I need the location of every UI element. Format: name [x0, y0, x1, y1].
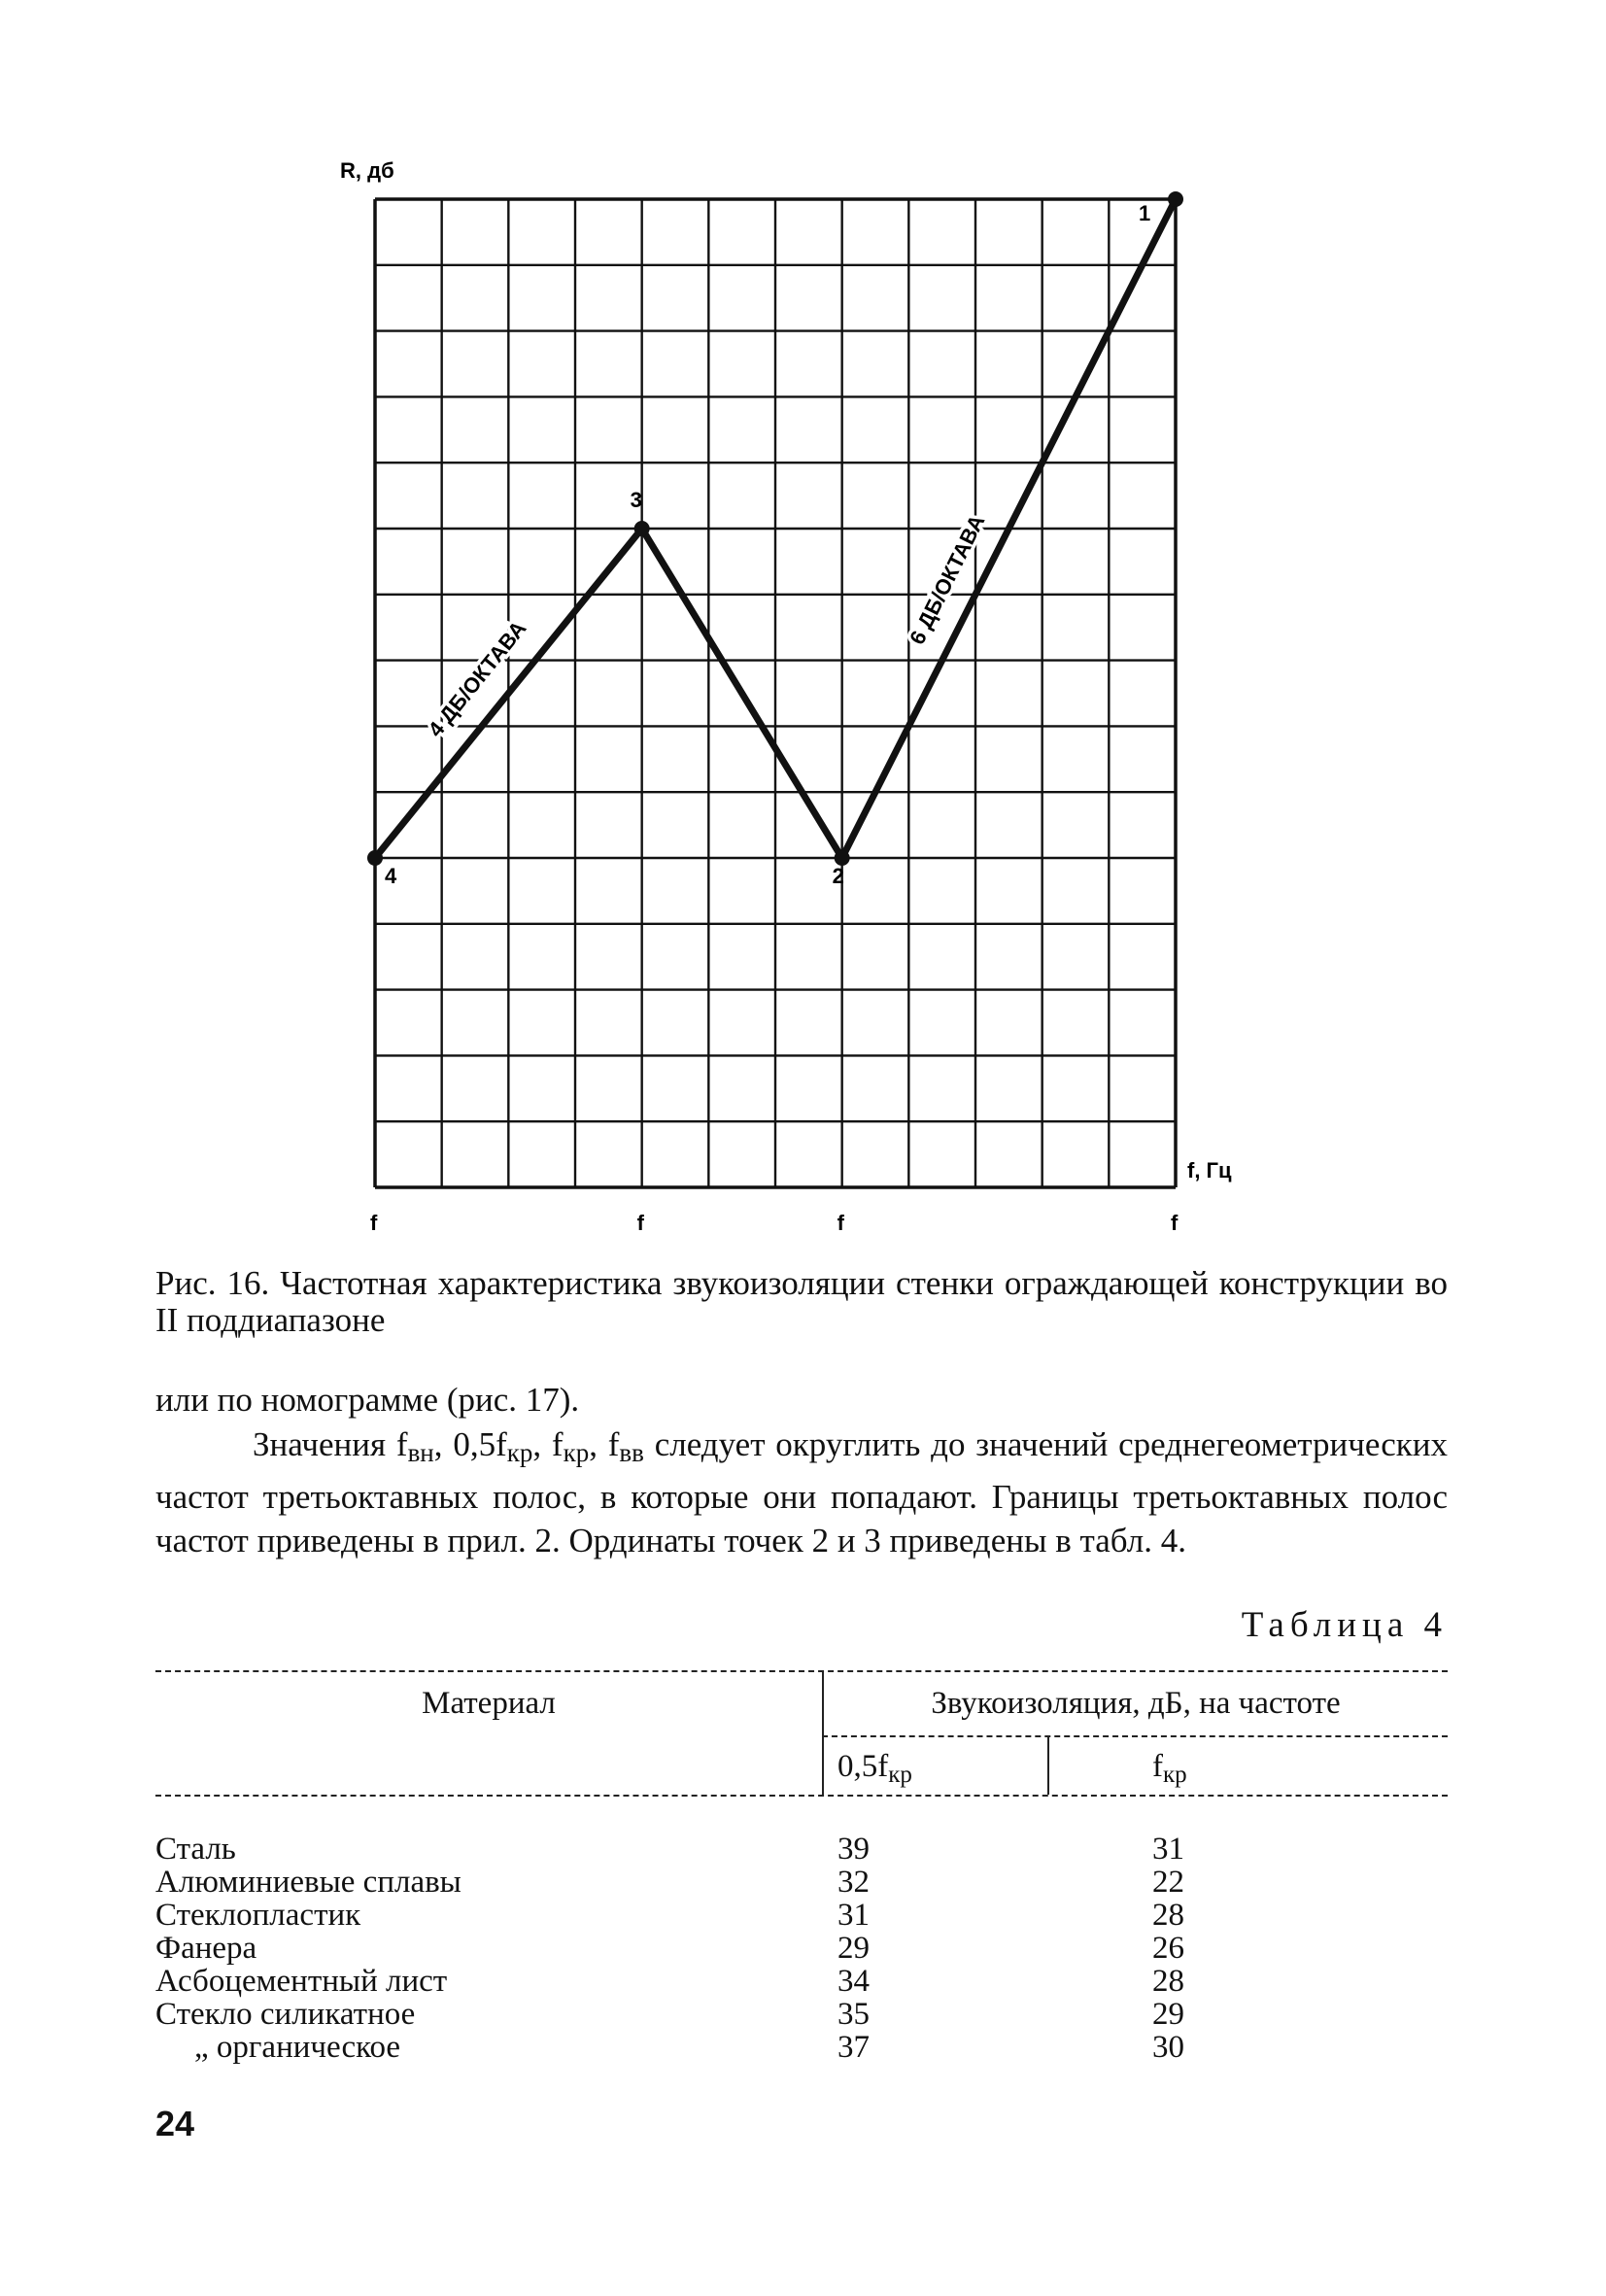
table-row-material: Фанера [155, 1931, 257, 1966]
table-cell-fkr: 26 [1152, 1931, 1184, 1966]
table-row-material: Стеклопластик [155, 1898, 361, 1933]
table-row-material: Асбоцементный лист [155, 1964, 448, 1999]
col-header-half-fkr: $0,5f_{кр}$ [837, 1749, 912, 1788]
slope-label-6db: 6 ДБ/ОКТАВА [905, 510, 990, 649]
page-number: 24 [155, 2104, 195, 2143]
slope-label-4db: 4 ДБ/ОКТАВА [423, 616, 531, 742]
table-rule-mid [822, 1735, 1448, 1737]
col-header-fkr: $f_{кр}$ [1152, 1749, 1187, 1788]
table-cell-fkr: 31 [1152, 1832, 1184, 1867]
table-vrule-2 [1047, 1737, 1049, 1795]
table-row-material: Стекло силикатное [155, 1997, 416, 2032]
data-point-1 [1168, 191, 1183, 207]
table-cell-fkr: 28 [1152, 1898, 1184, 1933]
table-cell-fkr: 30 [1152, 2030, 1184, 2065]
table-cell-half-fkr: 31 [837, 1898, 870, 1933]
data-point-label: 3 [630, 488, 642, 512]
table-cell-fkr: 28 [1152, 1964, 1184, 1999]
x-axis-label: f, Гц [1187, 1158, 1232, 1182]
paragraph-line: или по номограмме (рис. 17). [155, 1381, 580, 1419]
figure-caption: Рис. 16. Частотная характеристика звукоизоляции стенки ограждающей конструкции во II поддиапазоне [155, 1264, 1448, 1339]
table-cell-half-fkr: 32 [837, 1865, 870, 1900]
table-cell-half-fkr: 34 [837, 1964, 870, 1999]
table-row-material: Сталь [155, 1832, 236, 1867]
table-row-material: Алюминиевые сплавы [155, 1865, 461, 1900]
x-tick-label: f [1171, 1211, 1179, 1235]
table-rule-top [155, 1670, 1448, 1672]
data-point-4 [367, 850, 383, 866]
data-point-label: 4 [385, 864, 397, 888]
col-header-soundproofing: Звукоизоляция, дБ, на частоте [931, 1686, 1341, 1721]
col-header-material: Материал [422, 1686, 556, 1721]
table-row-material: „ органическое [194, 2030, 401, 2065]
table-cell-half-fkr: 35 [837, 1997, 870, 2032]
x-tick-label: f [370, 1211, 378, 1235]
table-cell-fkr: 22 [1152, 1865, 1184, 1900]
table-cell-fkr: 29 [1152, 1997, 1184, 2032]
chart-grid [375, 199, 1176, 1187]
x-tick-label: f [837, 1211, 844, 1235]
table-cell-half-fkr: 39 [837, 1832, 870, 1867]
table-cell-half-fkr: 29 [837, 1931, 870, 1966]
x-tick-label: f [636, 1211, 644, 1235]
data-point-label: 1 [1139, 201, 1151, 225]
data-point-3 [634, 521, 650, 536]
table-cell-half-fkr: 37 [837, 2030, 870, 2065]
paragraph-rounding: Значения $f_{вн}$, $0,5f_{кр}$, $f_{кр}$, $f_{вв}$ следует округлить до значений среднегеометрических частот третьоктавных полос, в которые они попадают. Границы третьоктавных полос частот приведены в прил. 2. Ординаты точек 2 и 3 приведены в табл. 4. [155, 1425, 1448, 1559]
table-rule-head [155, 1795, 1448, 1797]
table-title: Таблица 4 [1241, 1605, 1448, 1645]
data-point-label: 2 [832, 864, 844, 888]
y-axis-label: R, дб [340, 158, 394, 183]
